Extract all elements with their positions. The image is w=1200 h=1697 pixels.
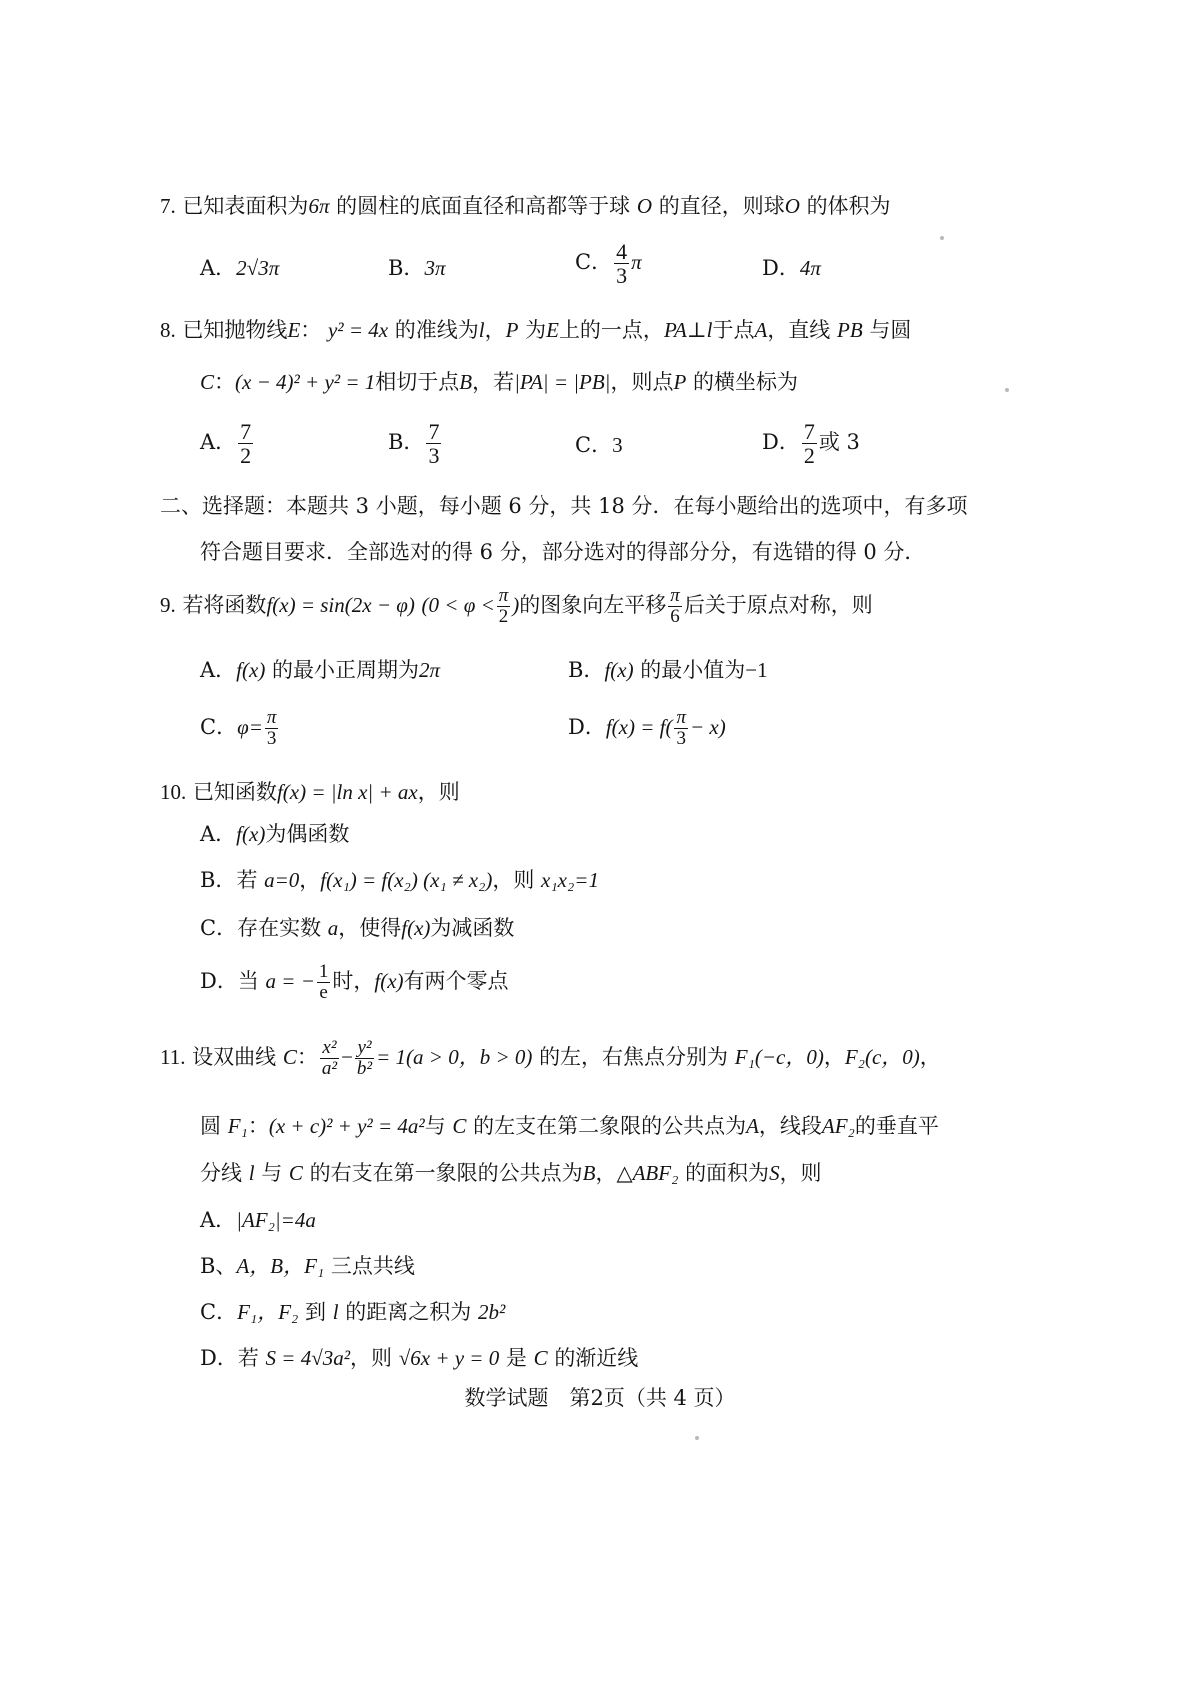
q9-option-b: B．f(x) 的最小值为−1	[568, 658, 768, 682]
q8-option-d: D． $\frac{7}{2}$ 或 3	[762, 419, 860, 469]
fraction: $\frac{\pi}{3}$	[676, 707, 687, 749]
fraction: $\frac{1}{e}$	[318, 961, 329, 1003]
q9-option-c: C．φ= $\frac{\pi}{3}$	[200, 707, 277, 749]
fraction: $\frac{\pi}{6}$	[670, 585, 680, 627]
fraction: $\frac{\pi}{2}$	[498, 585, 509, 627]
fraction: $\frac{\text{y²}}{\text{b²}}$	[356, 1037, 373, 1079]
q9-option-a: A．f(x) 的最小正周期为2π	[200, 658, 441, 682]
q11-stem-line1: 11. 设双曲线 C： $\frac{\text{x²}}{\text{a²}}$ − $\frac{\text{y²}}{\text{b²}}$ = 1(a > 0，b > 0) 的左，右焦点分别为 F₁(−c，0)，F₂(c，0)，	[160, 1037, 941, 1079]
q10-option-a: A．f(x)为偶函数	[200, 822, 350, 846]
fraction: $\frac{7}{2}$	[803, 419, 815, 469]
fraction: $\frac{\text{x²}}{\text{a²}}$	[321, 1037, 338, 1079]
q10-option-c: C．存在实数 a，使得f(x)为减函数	[200, 916, 515, 940]
q8-stem-line1: 8. 已知抛物线E： y² = 4x 的准线为l，P 为E上的一点，PA⊥l于点A，直线 PB 与圆	[160, 318, 912, 342]
q8-option-a: A． $\frac{7}{2}$	[200, 419, 252, 469]
section2-heading-line2: 符合题目要求．全部选对的得 6 分，部分选对的得部分分，有选错的得 0 分．	[200, 540, 926, 564]
q10-option-b: B．若 a=0，f(x₁) = f(x₂) (x₁ ≠ x₂)，则 x₁x₂=1	[200, 868, 599, 892]
q8-option-c: C．3	[575, 433, 623, 457]
q8-option-b: B． $\frac{7}{3}$	[388, 419, 440, 469]
q7-option-c: C． $\frac{4}{3}$ π	[575, 239, 642, 289]
q9-stem: 9. 若将函数f(x) = sin(2x − φ) (0 < φ < $\frac{\pi}{2}$ )的图象向左平移 $\frac{\pi}{6}$ 后关于原点对称，则	[160, 585, 873, 627]
section2-heading-line1: 二、选择题：本题共 3 小题，每小题 6 分，共 18 分．在每小题给出的选项中，有多项	[160, 494, 968, 518]
q10-option-d: D．当 a = − $\frac{1}{e}$ 时，f(x)有两个零点	[200, 961, 509, 1003]
fraction: $\frac{7}{3}$	[428, 419, 440, 469]
q10-stem: 10. 已知函数f(x) = |ln x| + ax，则	[160, 780, 460, 804]
q11-stem-line3: 分线 l 与 C 的右支在第一象限的公共点为B，△ABF₂ 的面积为S，则	[200, 1161, 822, 1185]
q11-option-d: D．若 S = 4√3a²，则 √6x + y = 0 是 C 的渐近线	[200, 1346, 639, 1370]
scan-speck	[695, 1436, 699, 1440]
page-footer: 数学试题 第2页（共 4 页）	[464, 1386, 736, 1410]
q11-option-a: A．|AF₂|=4a	[200, 1208, 316, 1232]
q8-stem-line2: C：(x − 4)² + y² = 1相切于点B，若|PA| = |PB|，则点P 的横坐标为	[200, 370, 798, 394]
q9-option-d: D．f(x) = f( $\frac{\pi}{3}$ − x)	[568, 707, 726, 749]
q11-option-b: B、A，B，F₁ 三点共线	[200, 1254, 415, 1278]
q11-stem-line2: 圆 F₁：(x + c)² + y² = 4a²与 C 的左支在第二象限的公共点为A，线段AF₂的垂直平	[200, 1114, 939, 1138]
fraction: $\frac{\pi}{3}$	[266, 707, 277, 749]
fraction: $\frac{7}{2}$	[240, 419, 252, 469]
q7-option-b: B．3π	[388, 256, 446, 280]
scan-speck	[940, 236, 944, 240]
scan-speck	[1005, 388, 1009, 392]
q7-option-d: D．4π	[762, 256, 821, 280]
q7-option-a: A．2√3π	[200, 256, 280, 280]
q11-option-c: C．F₁，F₂ 到 l 的距离之积为 2b²	[200, 1300, 506, 1324]
fraction: $\frac{4}{3}$	[616, 239, 628, 289]
q7-stem: 7. 已知表面积为6π 的圆柱的底面直径和高都等于球 O 的直径，则球O 的体积为	[160, 194, 891, 218]
